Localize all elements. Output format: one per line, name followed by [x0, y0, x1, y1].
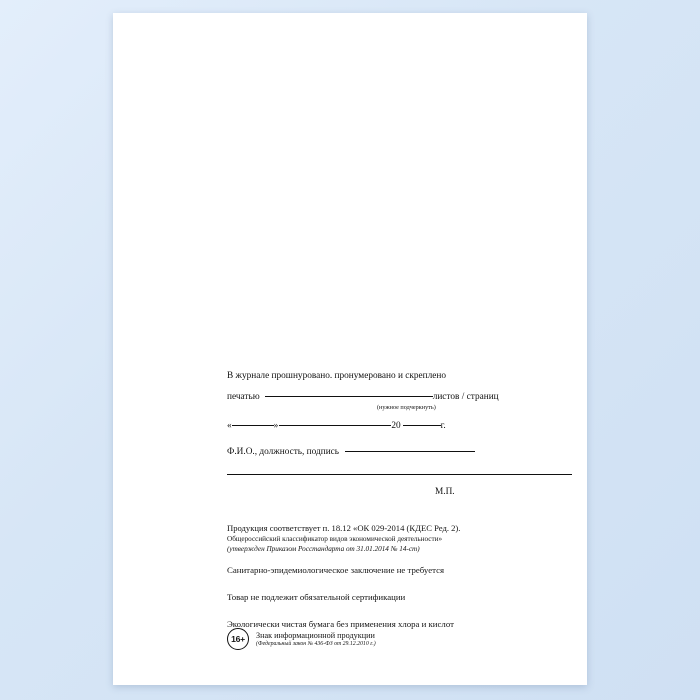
- seal-count-fill-line: [265, 396, 433, 397]
- signature-label: Ф.И.О., должность, подпись: [227, 447, 340, 458]
- date-year-suffix: г.: [440, 420, 446, 431]
- conformity-line-3: (утвержден Приказом Росстандарта от 31.01.2014 № 14-ст): [227, 545, 420, 554]
- conformity-line-2: Общероссийский классификатор видов экономической деятельности»: [227, 535, 443, 544]
- document-body: [113, 13, 587, 685]
- conformity-line-1: Продукция соответствует п. 18.12 «ОК 029-2014 (КДЕС Ред. 2).: [227, 523, 461, 533]
- seal-line-1: В журнале прошнуровано. пронумеровано и скреплено: [227, 371, 447, 381]
- date-quote-open: «: [227, 420, 232, 431]
- statement-sanitary: Санитарно-эпидемиологическое заключение не требуется: [227, 565, 445, 575]
- document-page: [113, 13, 587, 685]
- statement-certification: Товар не подлежит обязательной сертификации: [227, 592, 406, 602]
- seal-seal-line-row: [227, 391, 577, 411]
- seal-date-row: [227, 420, 577, 434]
- date-quote-close: »: [273, 420, 279, 431]
- signature-fill-line: [345, 451, 475, 452]
- age-mark-block: [227, 628, 577, 650]
- date-year-fill-line: [403, 425, 441, 426]
- seal-certification-block: [227, 370, 577, 460]
- age-mark-title: Знак информационной продукции: [256, 631, 375, 640]
- age-mark-subtitle: (Федеральный закон № 436-ФЗ от 29.12.2010 г.): [256, 641, 376, 647]
- age-rating-badge-icon: 16+: [227, 628, 249, 650]
- date-year-prefix: 20: [391, 420, 401, 431]
- date-month-fill-line: [279, 425, 391, 426]
- mp-stamp-label: М.П.: [435, 487, 455, 497]
- signature-second-fill-line: [227, 474, 572, 475]
- statement-ecology: Экологически чистая бумага без применения хлора и кислот: [227, 619, 454, 629]
- seal-pechatyu-label: печатью: [227, 391, 260, 402]
- age-mark-texts: [256, 631, 376, 647]
- conformity-block: [227, 522, 577, 555]
- seal-underline-note: (нужное подчеркнуть): [377, 403, 436, 411]
- date-day-fill-line: [232, 425, 274, 426]
- seal-signature-row: [227, 446, 577, 460]
- seal-sheets-pages-label: листов / страниц: [432, 391, 499, 402]
